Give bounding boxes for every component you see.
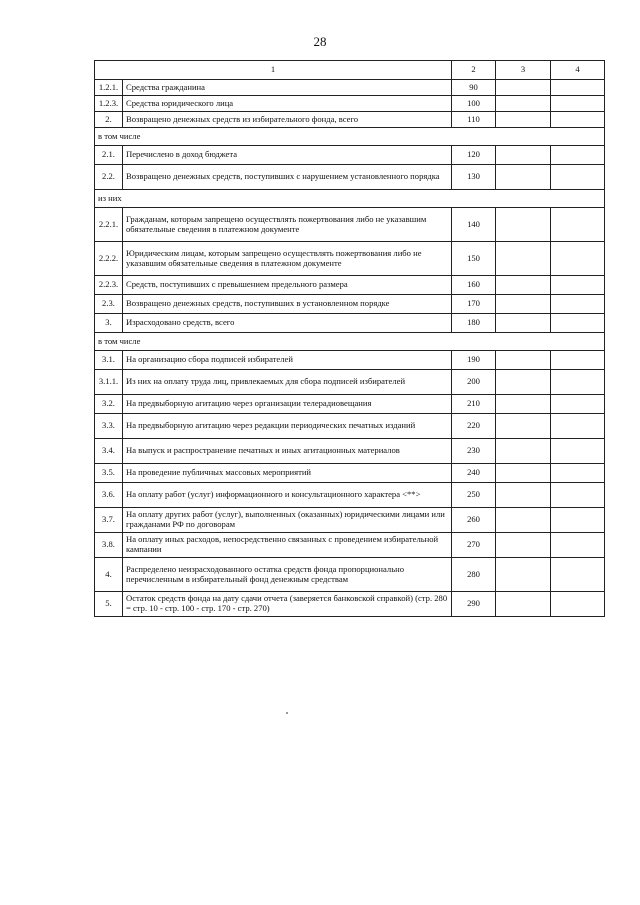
table-row — [95, 276, 605, 295]
row-code: 230 — [452, 439, 496, 464]
page-number: 28 — [313, 34, 327, 49]
value-cell-col3 — [496, 276, 551, 295]
row-code: 180 — [452, 314, 496, 333]
financial-report-table — [94, 60, 605, 617]
row-description: На оплату иных расходов, непосредственно связанных с проведением избирательной кампании — [123, 533, 452, 558]
table-row — [95, 295, 605, 314]
subheading-label: из них — [95, 190, 605, 208]
row-code: 130 — [452, 165, 496, 190]
report-table-body — [95, 61, 605, 617]
value-cell-col3 — [496, 395, 551, 414]
row-description: Юридическим лицам, которым запрещено осуществлять пожертвования либо не указавшим обязательные сведения в платежном документе — [123, 242, 452, 276]
row-number: 2.2.2. — [95, 242, 123, 276]
table-row — [95, 80, 605, 96]
value-cell-col3 — [496, 533, 551, 558]
value-cell-col3 — [496, 508, 551, 533]
row-description: Из них на оплату труда лиц, привлекаемых для сбора подписей избирателей — [123, 370, 452, 395]
row-description: Распределено неизрасходованного остатка средств фонда пропорционально перечисленным в избирательный фонд денежным средствам — [123, 558, 452, 592]
row-description: На предвыборную агитацию через редакции периодических печатных изданий — [123, 414, 452, 439]
value-cell-col3 — [496, 146, 551, 165]
table-row — [95, 370, 605, 395]
table-row — [95, 112, 605, 128]
value-cell-col4 — [551, 395, 605, 414]
row-code: 190 — [452, 351, 496, 370]
row-number: 4. — [95, 558, 123, 592]
row-description: Средства юридического лица — [123, 96, 452, 112]
table-row — [95, 414, 605, 439]
value-cell-col4 — [551, 80, 605, 96]
row-code: 170 — [452, 295, 496, 314]
value-cell-col4 — [551, 533, 605, 558]
table-row — [95, 208, 605, 242]
row-code: 250 — [452, 483, 496, 508]
row-number: 3.1. — [95, 351, 123, 370]
row-description: На оплату других работ (услуг), выполненных (оказанных) юридическими лицами или гражданами РФ по договорам — [123, 508, 452, 533]
row-description: Средств, поступивших с превышением предельного размера — [123, 276, 452, 295]
row-code: 90 — [452, 80, 496, 96]
table-row — [95, 146, 605, 165]
value-cell-col4 — [551, 242, 605, 276]
value-cell-col3 — [496, 370, 551, 395]
table-row — [95, 464, 605, 483]
column-header-4: 4 — [551, 61, 605, 80]
row-number: 3.4. — [95, 439, 123, 464]
value-cell-col3 — [496, 351, 551, 370]
row-number: 3.7. — [95, 508, 123, 533]
value-cell-col3 — [496, 439, 551, 464]
value-cell-col3 — [496, 414, 551, 439]
column-header-1: 1 — [95, 61, 452, 80]
table-row — [95, 395, 605, 414]
value-cell-col4 — [551, 464, 605, 483]
row-description: На оплату работ (услуг) информационного и консультационного характера <**> — [123, 483, 452, 508]
table-row — [95, 592, 605, 617]
table-row — [95, 351, 605, 370]
row-description: Возвращено денежных средств, поступивших в установленном порядке — [123, 295, 452, 314]
row-code: 260 — [452, 508, 496, 533]
row-description: Средства гражданина — [123, 80, 452, 96]
row-code: 280 — [452, 558, 496, 592]
value-cell-col4 — [551, 112, 605, 128]
row-number: 1.2.3. — [95, 96, 123, 112]
row-description: Гражданам, которым запрещено осуществлять пожертвования либо не указавшим обязательные сведения в платежном документе — [123, 208, 452, 242]
row-code: 150 — [452, 242, 496, 276]
value-cell-col4 — [551, 165, 605, 190]
value-cell-col3 — [496, 208, 551, 242]
value-cell-col3 — [496, 112, 551, 128]
value-cell-col3 — [496, 483, 551, 508]
value-cell-col4 — [551, 439, 605, 464]
row-code: 240 — [452, 464, 496, 483]
row-number: 3.1.1. — [95, 370, 123, 395]
table-row — [95, 483, 605, 508]
row-number: 2.1. — [95, 146, 123, 165]
value-cell-col3 — [496, 96, 551, 112]
table-row — [95, 314, 605, 333]
row-description: Возвращено денежных средств из избирательного фонда, всего — [123, 112, 452, 128]
row-description: На предвыборную агитацию через организации телерадиовещания — [123, 395, 452, 414]
table-row — [95, 558, 605, 592]
row-number: 5. — [95, 592, 123, 617]
value-cell-col4 — [551, 370, 605, 395]
value-cell-col4 — [551, 483, 605, 508]
value-cell-col4 — [551, 146, 605, 165]
row-description: На проведение публичных массовых мероприятий — [123, 464, 452, 483]
value-cell-col4 — [551, 208, 605, 242]
value-cell-col4 — [551, 414, 605, 439]
row-description: Израсходовано средств, всего — [123, 314, 452, 333]
value-cell-col4 — [551, 96, 605, 112]
row-number: 1.2.1. — [95, 80, 123, 96]
table-header-row — [95, 61, 605, 80]
row-number: 2.2.3. — [95, 276, 123, 295]
row-number: 3.5. — [95, 464, 123, 483]
value-cell-col4 — [551, 508, 605, 533]
row-code: 220 — [452, 414, 496, 439]
row-number: 2. — [95, 112, 123, 128]
value-cell-col3 — [496, 464, 551, 483]
row-code: 290 — [452, 592, 496, 617]
row-code: 160 — [452, 276, 496, 295]
table-row — [95, 242, 605, 276]
row-description: Перечислено в доход бюджета — [123, 146, 452, 165]
value-cell-col4 — [551, 295, 605, 314]
row-code: 140 — [452, 208, 496, 242]
subheading-row — [95, 190, 605, 208]
row-code: 120 — [452, 146, 496, 165]
row-number: 2.2.1. — [95, 208, 123, 242]
value-cell-col3 — [496, 242, 551, 276]
row-number: 3.2. — [95, 395, 123, 414]
row-number: 2.2. — [95, 165, 123, 190]
row-description: На выпуск и распространение печатных и иных агитационных материалов — [123, 439, 452, 464]
value-cell-col4 — [551, 276, 605, 295]
row-number: 3.3. — [95, 414, 123, 439]
row-code: 110 — [452, 112, 496, 128]
row-code: 200 — [452, 370, 496, 395]
subheading-row — [95, 128, 605, 146]
value-cell-col3 — [496, 314, 551, 333]
value-cell-col3 — [496, 165, 551, 190]
table-row — [95, 439, 605, 464]
value-cell-col3 — [496, 558, 551, 592]
row-number: 3. — [95, 314, 123, 333]
table-row — [95, 533, 605, 558]
subheading-label: в том числе — [95, 333, 605, 351]
row-code: 100 — [452, 96, 496, 112]
value-cell-col4 — [551, 314, 605, 333]
row-description: На организацию сбора подписей избирателей — [123, 351, 452, 370]
column-header-2: 2 — [452, 61, 496, 80]
value-cell-col4 — [551, 592, 605, 617]
row-description: Возвращено денежных средств, поступивших с нарушением установленного порядка — [123, 165, 452, 190]
subheading-row — [95, 333, 605, 351]
row-number: 3.6. — [95, 483, 123, 508]
column-header-3: 3 — [496, 61, 551, 80]
value-cell-col3 — [496, 80, 551, 96]
value-cell-col3 — [496, 592, 551, 617]
value-cell-col4 — [551, 558, 605, 592]
row-description: Остаток средств фонда на дату сдачи отчета (заверяется банковской справкой) (стр. 280 = стр. 10 - стр. 100 - стр. 170 - стр. 270) — [123, 592, 452, 617]
row-code: 270 — [452, 533, 496, 558]
value-cell-col4 — [551, 351, 605, 370]
scan-speck — [286, 712, 288, 714]
table-row — [95, 96, 605, 112]
table-row — [95, 165, 605, 190]
row-code: 210 — [452, 395, 496, 414]
value-cell-col3 — [496, 295, 551, 314]
row-number: 2.3. — [95, 295, 123, 314]
subheading-label: в том числе — [95, 128, 605, 146]
table-row — [95, 508, 605, 533]
row-number: 3.8. — [95, 533, 123, 558]
